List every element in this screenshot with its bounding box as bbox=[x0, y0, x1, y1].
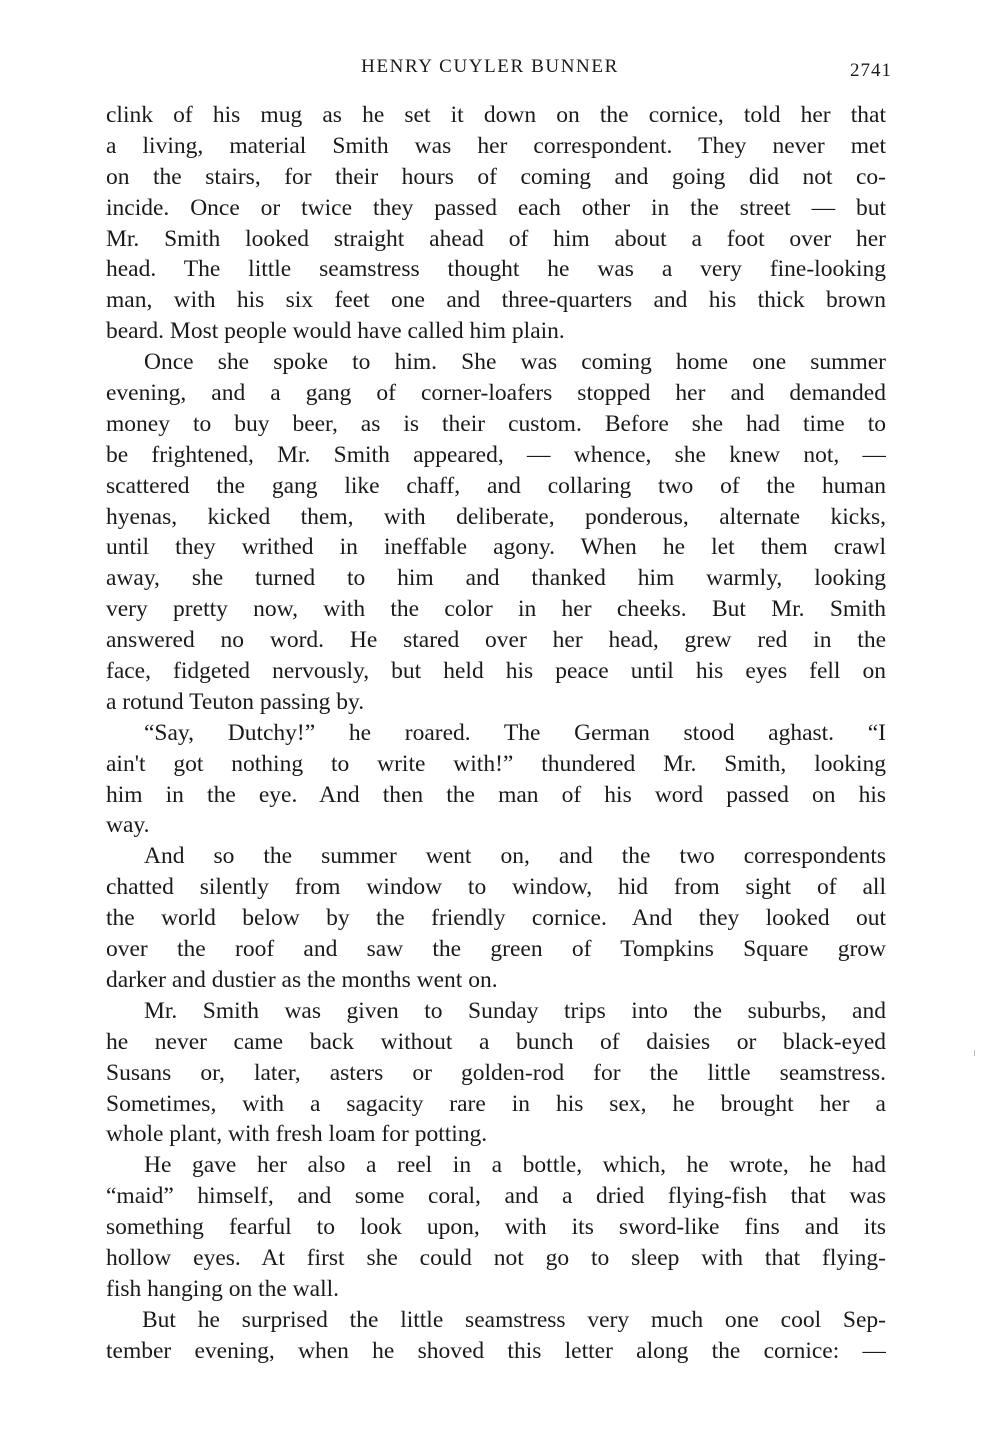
margin-mark bbox=[974, 1050, 975, 1056]
text-line: Susans or, later, asters or golden-rod for the little seamstress. bbox=[106, 1059, 886, 1086]
text-line: head. The little seamstress thought he was a very fine-looking bbox=[106, 256, 886, 283]
text-line: on the stairs, for their hours of coming and going did not co- bbox=[106, 163, 886, 190]
text-line: way. bbox=[106, 812, 150, 839]
paragraph-first-line: And so the summer went on, and the two correspondents bbox=[144, 843, 886, 870]
text-line: money to buy beer, as is their custom. Before she had time to bbox=[106, 410, 886, 437]
text-line: darker and dustier as the months went on. bbox=[106, 966, 498, 993]
text-line: until they writhed in ineffable agony. When he let them crawl bbox=[106, 534, 886, 561]
text-line: evening, and a gang of corner-loafers stopped her and demanded bbox=[106, 380, 886, 407]
text-line: over the roof and saw the green of Tompkins Square grow bbox=[106, 936, 886, 963]
text-line: scattered the gang like chaff, and collaring two of the human bbox=[106, 472, 886, 499]
text-line: face, fidgeted nervously, but held his peace until his eyes fell on bbox=[106, 658, 886, 685]
text-line: ain't got nothing to write with!” thundered Mr. Smith, looking bbox=[106, 750, 886, 777]
text-line: “maid” himself, and some coral, and a dried flying-fish that was bbox=[106, 1183, 886, 1210]
text-line: away, she turned to him and thanked him warmly, looking bbox=[106, 565, 886, 592]
running-title: HENRY CUYLER BUNNER bbox=[361, 56, 619, 77]
text-line: tember evening, when he shoved this letter along the cornice: — bbox=[106, 1337, 886, 1364]
paragraph-first-line: Mr. Smith was given to Sunday trips into the suburbs, and bbox=[144, 997, 886, 1024]
text-line: he never came back without a bunch of daisies or black-eyed bbox=[106, 1028, 886, 1055]
text-line: clink of his mug as he set it down on the cornice, told her that bbox=[106, 102, 886, 128]
text-line: him in the eye. And then the man of his word passed on his bbox=[106, 781, 886, 808]
text-line: fish hanging on the wall. bbox=[106, 1275, 340, 1302]
text-line: Mr. Smith looked straight ahead of him about a foot over her bbox=[106, 225, 886, 252]
text-line: the world below by the friendly cornice. And they looked out bbox=[106, 905, 886, 932]
text-line: whole plant, with fresh loam for potting. bbox=[106, 1121, 488, 1148]
text-line: be frightened, Mr. Smith appeared, — whence, she knew not, — bbox=[106, 441, 886, 468]
text-line: Sometimes, with a sagacity rare in his sex, he brought her a bbox=[106, 1090, 886, 1117]
text-line: incide. Once or twice they passed each other in the street — but bbox=[106, 194, 886, 221]
text-line: something fearful to look upon, with its sword-like fins and its bbox=[106, 1214, 886, 1241]
text-line: very pretty now, with the color in her cheeks. But Mr. Smith bbox=[106, 596, 886, 623]
running-head bbox=[0, 54, 1000, 84]
body-text bbox=[106, 100, 886, 1367]
paragraph-first-line: He gave her also a reel in a bottle, which, he wrote, he had bbox=[144, 1152, 886, 1179]
text-line: a rotund Teuton passing by. bbox=[106, 688, 365, 715]
text-line: answered no word. He stared over her head, grew red in the bbox=[106, 627, 886, 654]
text-line: hollow eyes. At first she could not go to sleep with that flying- bbox=[106, 1244, 886, 1271]
paragraph-first-line: “Say, Dutchy!” he roared. The German stood aghast. “I bbox=[144, 719, 886, 746]
page-number: 2741 bbox=[850, 60, 892, 81]
paragraph-first-line: Once she spoke to him. She was coming home one summer bbox=[144, 349, 886, 376]
text-line: beard. Most people would have called him plain. bbox=[106, 318, 565, 345]
text-line: chatted silently from window to window, hid from sight of all bbox=[106, 874, 886, 901]
paragraph-first-line: But he surprised the little seamstress very much one cool Sep- bbox=[142, 1306, 886, 1333]
text-line: a living, material Smith was her correspondent. They never met bbox=[106, 132, 886, 159]
text-line: man, with his six feet one and three-quarters and his thick brown bbox=[106, 287, 886, 314]
text-line: hyenas, kicked them, with deliberate, ponderous, alternate kicks, bbox=[106, 503, 886, 530]
